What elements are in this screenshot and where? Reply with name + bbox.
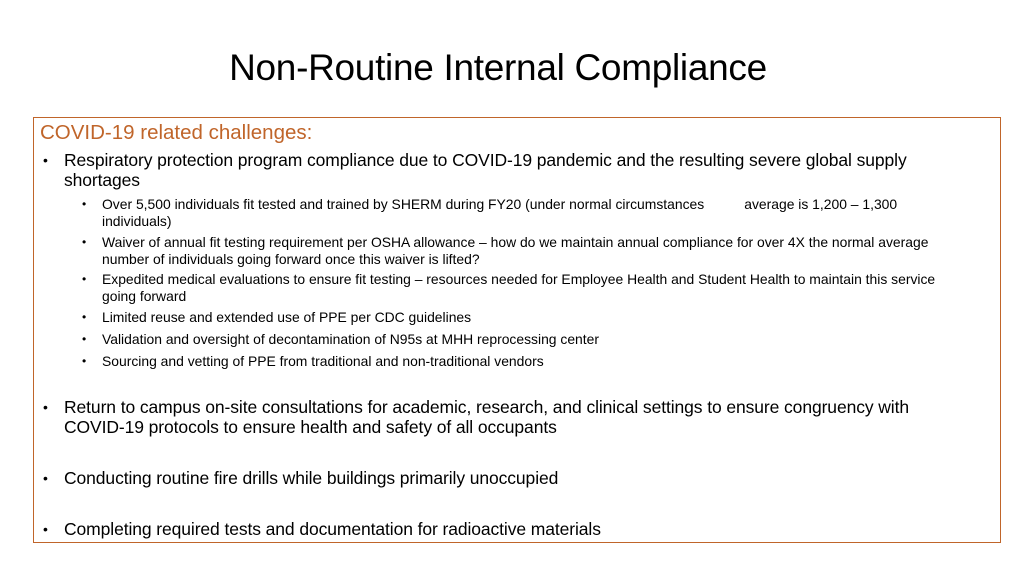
bullet-text: Respiratory protection program compliance due to COVID-19 pandemic and the resulting severe global supply shortages <box>64 150 907 190</box>
bullet-text: Completing required tests and documentation for radioactive materials <box>64 519 601 539</box>
bullet-icon: • <box>82 332 87 346</box>
bullet-item <box>43 150 960 190</box>
sub-bullet-text: Validation and oversight of decontamination of N95s at MHH reprocessing center <box>102 331 599 347</box>
bullet-icon: • <box>43 470 48 486</box>
bullet-icon: • <box>82 310 87 324</box>
bullet-text: Return to campus on-site consultations for academic, research, and clinical settings to ensure congruency with COVID-19 protocols to ensure health and safety of all occupants <box>64 397 909 437</box>
bullet-icon: • <box>82 354 87 368</box>
bullet-icon: • <box>43 152 48 168</box>
bullet-icon: • <box>82 197 87 211</box>
sub-bullet-text: Waiver of annual fit testing requirement per OSHA allowance – how do we maintain annual compliance for over 4X the normal average number of individuals going forward once this waiver is lifted? <box>102 234 929 267</box>
sub-bullet-text: Expedited medical evaluations to ensure fit testing – resources needed for Employee Health and Student Health to maintain this service going forward <box>102 271 936 304</box>
sub-bullet-item <box>82 353 962 370</box>
bullet-item <box>43 519 960 539</box>
sub-bullet-item <box>82 331 962 348</box>
sub-bullet-text: Over 5,500 individuals fit tested and trained by SHERM during FY20 (under normal circumstances <box>102 196 705 212</box>
bullet-icon: • <box>82 272 87 286</box>
bullet-item <box>43 397 960 437</box>
section-heading: COVID-19 related challenges: <box>40 121 313 144</box>
sub-bullet-text: Limited reuse and extended use of PPE per CDC guidelines <box>102 309 472 325</box>
slide-title: Non-Routine Internal Compliance <box>229 47 767 88</box>
bullet-text: Conducting routine fire drills while buildings primarily unoccupied <box>64 468 559 488</box>
sub-bullet-item <box>82 309 962 326</box>
bullet-icon: • <box>82 235 87 249</box>
sub-bullet-item <box>82 196 962 229</box>
sub-bullet-text: Sourcing and vetting of PPE from traditional and non-traditional vendors <box>102 353 544 369</box>
bullet-icon: • <box>43 399 48 415</box>
bullet-item <box>43 468 960 488</box>
bullet-icon: • <box>43 521 48 537</box>
sub-bullet-item <box>82 271 962 304</box>
sub-bullet-text-continued: average is 1,200 – 1,300 individuals) <box>102 196 898 229</box>
sub-bullet-item <box>82 234 962 267</box>
